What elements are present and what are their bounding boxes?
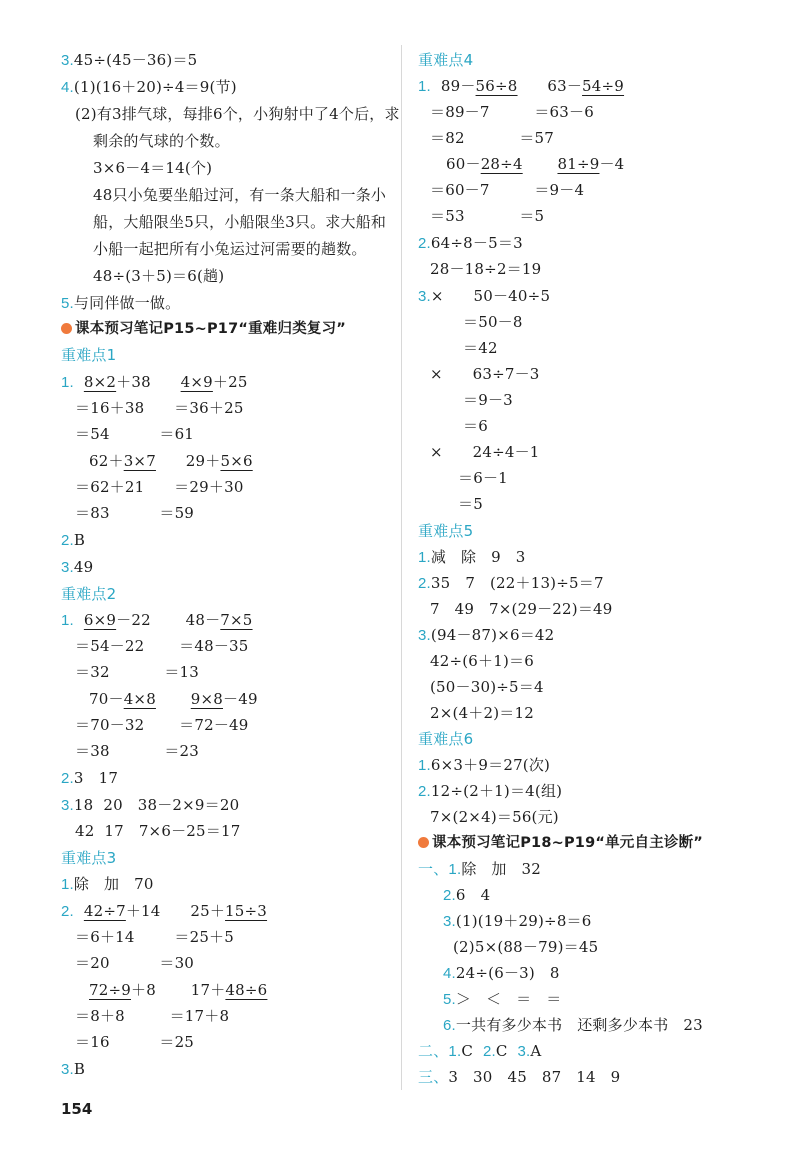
- answer-text: 49: [73, 558, 94, 576]
- item-number: 3.: [61, 559, 74, 576]
- answer-line: [430, 204, 544, 228]
- answer-line: [61, 872, 154, 896]
- answer-text: ＝42: [463, 339, 498, 357]
- answer-line: [463, 336, 498, 360]
- underlined-step: 48÷6: [225, 981, 268, 999]
- item-number: 二、: [418, 1043, 449, 1060]
- answer-line: [458, 492, 483, 516]
- answer-text: ＝5: [458, 495, 483, 513]
- answer-line: [430, 649, 534, 673]
- answer-line: [418, 284, 550, 308]
- underlined-step: 56÷8: [475, 77, 518, 95]
- answer-line: [418, 1039, 541, 1063]
- answer-text: 船，大船限坐5只，小船限坐3只。求大船和: [93, 213, 387, 231]
- answer-text: －4: [599, 155, 625, 173]
- item-number: 3.: [517, 1043, 531, 1060]
- answer-text: 减 除 9 3: [430, 548, 526, 566]
- answer-line: [463, 414, 488, 438]
- section-heading: 重难点1: [61, 346, 117, 364]
- underlined-step: 15÷3: [225, 902, 268, 920]
- answer-text: × 24÷4－1: [430, 443, 540, 461]
- answer-text: × 50－40÷5: [430, 287, 551, 305]
- answer-line: [453, 935, 598, 959]
- answer-text: [74, 373, 84, 391]
- answer-line: [430, 100, 594, 124]
- answer-line: [75, 634, 249, 658]
- item-number: 1.: [418, 757, 431, 774]
- answer-line: [93, 156, 212, 180]
- section-heading: 重难点4: [418, 51, 474, 69]
- item-number: 3.: [61, 797, 74, 814]
- answer-text: 35 7 (22＋13)÷5＝7: [430, 574, 604, 592]
- answer-line: [93, 129, 230, 153]
- answer-text: 89－: [430, 77, 476, 95]
- answer-text: 3×6－4＝14(个): [93, 159, 213, 177]
- answer-line: [75, 501, 194, 525]
- item-number: 2.: [61, 770, 74, 787]
- answer-text: 70－: [89, 690, 124, 708]
- underlined-step: 28÷4: [480, 155, 523, 173]
- answer-text: 3 30 45 87 14 9: [448, 1068, 621, 1086]
- answer-text: (2)有3排气球，每排6个，小狗射中了4个后，求: [75, 105, 400, 123]
- answer-text: 48÷(3＋5)＝6(趟): [93, 267, 225, 285]
- answer-text: 6×3＋9＝27(次): [430, 756, 551, 774]
- answer-text: (50－30)÷5＝4: [430, 678, 544, 696]
- answer-line: [61, 75, 237, 99]
- answer-line: [75, 819, 240, 843]
- item-number: 2.: [418, 575, 431, 592]
- answer-text: B: [73, 531, 86, 549]
- answer-line: [75, 475, 244, 499]
- item-number: 3.: [418, 288, 431, 305]
- answer-text: －49: [223, 690, 258, 708]
- answer-text: C: [461, 1042, 483, 1060]
- answer-text: ＝60－7 ＝9－4: [430, 181, 585, 199]
- answer-line: [75, 102, 400, 126]
- answer-line: [93, 264, 224, 288]
- answer-text: [74, 611, 84, 629]
- answer-text: × 63÷7－3: [430, 365, 540, 383]
- answer-text: ＝38 ＝23: [75, 742, 200, 760]
- section-heading: 重难点5: [418, 522, 474, 540]
- answer-text: ＝50－8: [463, 313, 523, 331]
- answer-text: 62＋: [89, 452, 124, 470]
- answer-text: 除 加 70: [73, 875, 154, 893]
- answer-line: [61, 48, 197, 72]
- answer-line: [463, 388, 513, 412]
- answer-text: ＝32 ＝13: [75, 663, 200, 681]
- underlined-step: 5×6: [220, 452, 253, 470]
- answer-line: [430, 701, 534, 725]
- answer-line: [443, 909, 592, 933]
- underlined-step: 54÷9: [582, 77, 625, 95]
- answer-text: ＝20 ＝30: [75, 954, 195, 972]
- answer-line: [75, 1030, 194, 1054]
- answer-line: [89, 687, 258, 711]
- answer-text: ＝89－7 ＝63－6: [430, 103, 594, 121]
- answer-line: [89, 978, 267, 1002]
- item-number: 2.: [482, 1043, 496, 1060]
- answer-line: [93, 210, 386, 234]
- answer-text: ＋38: [116, 373, 181, 391]
- item-number: 4.: [61, 79, 74, 96]
- answer-line: [418, 779, 562, 803]
- answer-text: 29＋: [155, 452, 221, 470]
- item-number: 6.: [443, 1017, 456, 1034]
- answer-text: ＞ ＜ ＝ ＝: [455, 990, 562, 1008]
- answer-line: [418, 571, 604, 595]
- answer-line: [61, 793, 239, 817]
- answer-line: [61, 370, 248, 394]
- item-number: 1.: [448, 1043, 462, 1060]
- answer-line: [430, 675, 544, 699]
- answer-line: [443, 961, 560, 985]
- answer-text: ＝82 ＝57: [430, 129, 555, 147]
- item-number: 一、1.: [418, 861, 462, 878]
- answer-line: [61, 766, 118, 790]
- answer-line: [418, 74, 624, 98]
- answer-text: ＝8＋8 ＝17＋8: [75, 1007, 230, 1025]
- answer-text: 3 17: [73, 769, 119, 787]
- answer-text: 24÷(6－3) 8: [455, 964, 560, 982]
- item-number: 1.: [418, 549, 431, 566]
- item-number: 1.: [61, 612, 74, 629]
- answer-text: 一共有多少本书 还剩多少本书 23: [455, 1016, 703, 1034]
- answer-text: 7×(2×4)＝56(元): [430, 808, 559, 826]
- answer-text: [74, 902, 84, 920]
- answer-line: [463, 310, 523, 334]
- answer-line: [443, 883, 490, 907]
- answer-text: ＝9－3: [463, 391, 513, 409]
- item-number: 5.: [443, 991, 456, 1008]
- underlined-step: 4×8: [123, 690, 156, 708]
- underlined-step: 81÷9: [557, 155, 600, 173]
- underlined-step: 7×5: [220, 611, 253, 629]
- answer-line: [61, 555, 93, 579]
- answer-text: 64÷8－5＝3: [430, 234, 523, 252]
- item-number: 5.: [61, 295, 74, 312]
- item-number: 3.: [61, 52, 74, 69]
- answer-text: [523, 155, 558, 173]
- answer-text: ＝54－22 ＝48－35: [75, 637, 249, 655]
- answer-line: [443, 1013, 703, 1037]
- answer-text: 28－18÷2＝19: [430, 260, 542, 278]
- item-number: 1.: [61, 876, 74, 893]
- answer-line: [75, 396, 244, 420]
- item-number: 2.: [61, 532, 74, 549]
- item-number: 2.: [61, 903, 74, 920]
- answer-line: [75, 925, 234, 949]
- answer-line: [430, 805, 559, 829]
- answer-line: [418, 857, 541, 881]
- answer-line: [75, 951, 194, 975]
- answer-text: 12÷(2＋1)＝4(组): [430, 782, 563, 800]
- item-number: 三、: [418, 1069, 449, 1086]
- answer-text: (1)(19＋29)÷8＝6: [455, 912, 592, 930]
- answer-line: [418, 231, 523, 255]
- answer-line: [418, 1065, 620, 1089]
- answer-text: 18 20 38－2×9＝20: [73, 796, 240, 814]
- answer-text: ＝53 ＝5: [430, 207, 545, 225]
- item-number: 3.: [443, 913, 456, 930]
- answer-line: [430, 362, 540, 386]
- column-divider: [401, 45, 402, 1090]
- answer-line: [61, 528, 85, 552]
- underlined-step: 3×7: [123, 452, 156, 470]
- answer-line: [93, 237, 367, 261]
- answer-text: (1)(16＋20)÷4＝9(节): [73, 78, 237, 96]
- orange-bullet-icon: [418, 837, 429, 848]
- answer-line: [61, 1057, 85, 1081]
- item-number: 2.: [418, 235, 431, 252]
- answer-line: [61, 608, 253, 632]
- answer-text: 60－: [446, 155, 481, 173]
- answer-text: ＝83 ＝59: [75, 504, 195, 522]
- item-number: 1.: [418, 78, 431, 95]
- item-number: 3.: [61, 1061, 74, 1078]
- answer-text: (94－87)×6＝42: [430, 626, 555, 644]
- answer-text: (2)5×(88－79)＝45: [453, 938, 599, 956]
- answer-line: [446, 152, 624, 176]
- answer-text: ＝16＋38 ＝36＋25: [75, 399, 244, 417]
- item-number: 1.: [61, 374, 74, 391]
- underlined-step: 8×2: [83, 373, 117, 391]
- answer-line: [430, 597, 613, 621]
- answer-text: ＝62＋21 ＝29＋30: [75, 478, 244, 496]
- answer-text: ＝6: [463, 417, 488, 435]
- answer-line: [75, 713, 249, 737]
- answer-text: －22 48－: [116, 611, 221, 629]
- answer-line: [93, 183, 386, 207]
- section-title-text: 课本预习笔记P18~P19“单元自主诊断”: [432, 835, 704, 851]
- answer-line: [418, 753, 550, 777]
- answer-text: C: [495, 1042, 518, 1060]
- answer-line: [430, 178, 584, 202]
- answer-text: 7 49 7×(29－22)＝49: [430, 600, 613, 618]
- item-number: 2.: [418, 783, 431, 800]
- answer-text: 小船一起把所有小兔运过河需要的趟数。: [93, 240, 367, 258]
- answer-text: ＝6－1: [458, 469, 508, 487]
- item-number: 3.: [418, 627, 431, 644]
- answer-line: [75, 1004, 229, 1028]
- answer-text: 42 17 7×6－25＝17: [75, 822, 241, 840]
- answer-text: 63－: [517, 77, 583, 95]
- answer-line: [75, 660, 199, 684]
- answer-line: [430, 257, 541, 281]
- answer-text: 2×(4＋2)＝12: [430, 704, 534, 722]
- answer-text: ＝54 ＝61: [75, 425, 195, 443]
- answer-text: 42÷(6＋1)＝6: [430, 652, 534, 670]
- section-title: [61, 317, 346, 341]
- answer-text: ＝70－32 ＝72－49: [75, 716, 249, 734]
- answer-line: [430, 440, 540, 464]
- orange-bullet-icon: [61, 323, 72, 334]
- answer-line: [61, 899, 267, 923]
- answer-text: 与同伴做一做。: [73, 294, 181, 312]
- answer-text: 剩余的气球的个数。: [93, 132, 230, 150]
- answer-text: ＋14 25＋: [125, 902, 226, 920]
- underlined-step: 9×8: [190, 690, 223, 708]
- answer-line: [430, 126, 554, 150]
- answer-text: 48只小兔要坐船过河，有一条大船和一条小: [93, 186, 387, 204]
- answer-text: 6 4: [455, 886, 491, 904]
- answer-text: B: [73, 1060, 86, 1078]
- item-number: 2.: [443, 887, 456, 904]
- underlined-step: 4×9: [180, 373, 213, 391]
- underlined-step: 42÷7: [83, 902, 126, 920]
- underlined-step: 72÷9: [89, 981, 131, 999]
- section-heading: 重难点3: [61, 849, 117, 867]
- answer-text: 45÷(45－36)＝5: [73, 51, 198, 69]
- answer-text: ＋8 17＋: [131, 981, 226, 999]
- page-number: 154: [61, 1100, 93, 1118]
- answer-line: [75, 739, 199, 763]
- answer-text: [156, 690, 191, 708]
- section-heading: 重难点6: [418, 730, 474, 748]
- answer-text: ＋25: [212, 373, 248, 391]
- answer-line: [61, 291, 180, 315]
- answer-text: ＝6＋14 ＝25＋5: [75, 928, 235, 946]
- answer-line: [418, 545, 526, 569]
- answer-line: [418, 623, 554, 647]
- answer-text: ＝16 ＝25: [75, 1033, 195, 1051]
- section-title: [418, 831, 703, 855]
- section-title-text: 课本预习笔记P15~P17“重难归类复习”: [75, 321, 347, 337]
- answer-text: A: [530, 1042, 542, 1060]
- item-number: 4.: [443, 965, 456, 982]
- section-heading: 重难点2: [61, 585, 117, 603]
- answer-line: [89, 449, 253, 473]
- answer-line: [458, 466, 508, 490]
- answer-line: [443, 987, 561, 1011]
- underlined-step: 6×9: [83, 611, 117, 629]
- answer-text: 除 加 32: [461, 860, 542, 878]
- answer-line: [75, 422, 194, 446]
